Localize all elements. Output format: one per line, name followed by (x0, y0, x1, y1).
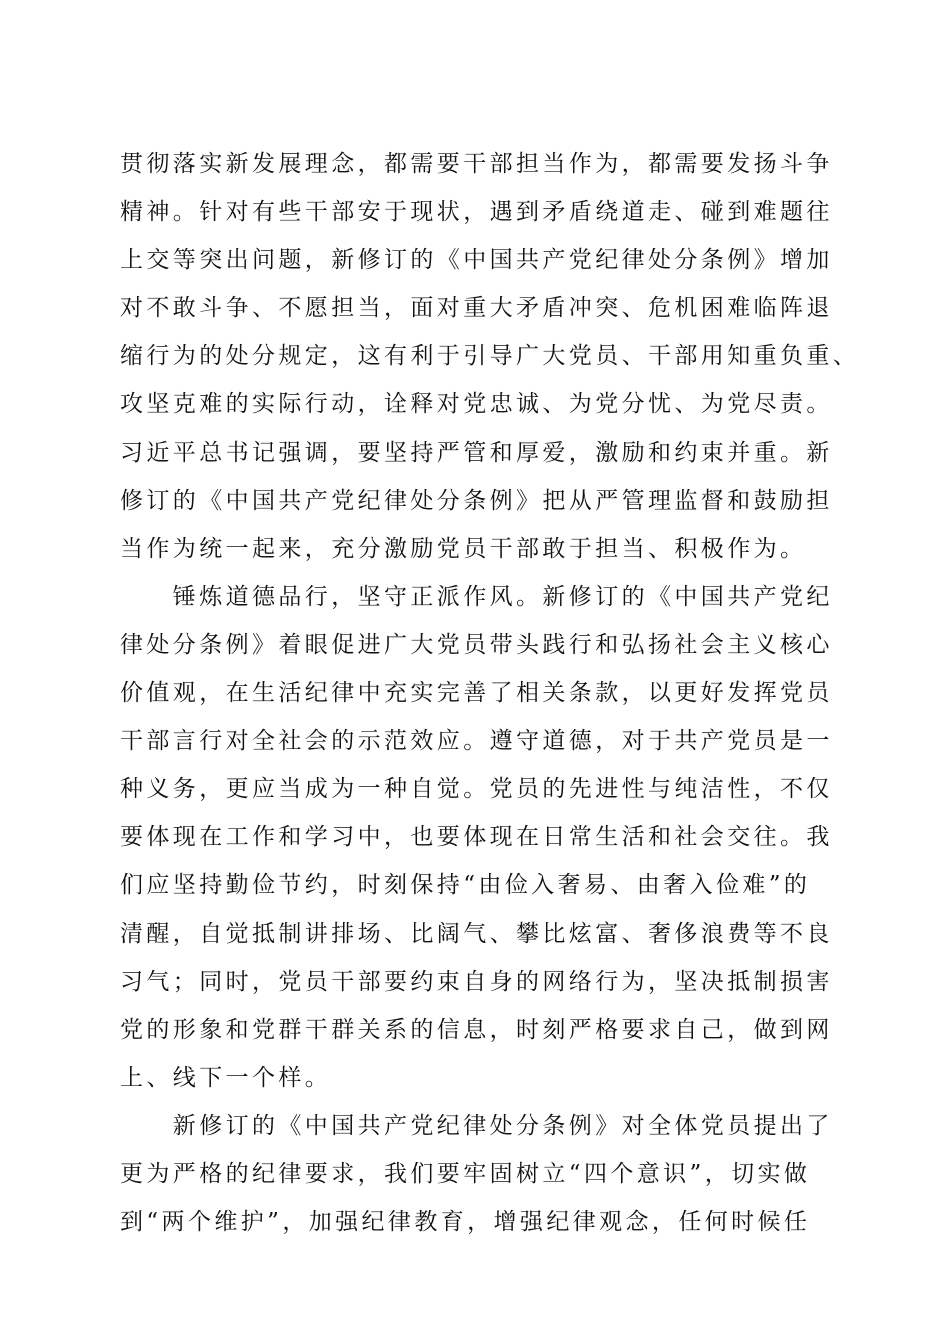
text-line: 种义务，更应当成为一种自觉。党员的先进性与纯洁性，不仅 (120, 776, 833, 803)
text-line: 干部言行对全社会的示范效应。遵守道德，对于共产党员是一 (120, 728, 833, 755)
text-line: 攻坚克难的实际行动，诠释对党忠诚、为党分忧、为党尽责。 (120, 391, 833, 418)
text-line: 习近平总书记强调，要坚持严管和厚爱，激励和约束并重。新 (120, 439, 833, 466)
text-line: 更为严格的纪律要求，我们要牢固树立“四个意识”，切实做 (120, 1160, 811, 1187)
text-line: 贯彻落实新发展理念，都需要干部担当作为，都需要发扬斗争 (120, 151, 833, 177)
text-line: 精神。针对有些干部安于现状，遇到矛盾绕道走、碰到难题往 (120, 199, 833, 226)
document-body (120, 140, 860, 1246)
text-line: 新修订的《中国共产党纪律处分条例》对全体党员提出了 (120, 1112, 833, 1139)
text-line: 到“两个维护”，加强纪律教育，增强纪律观念，任何时候任 (120, 1209, 811, 1236)
text-line: 上、线下一个样。 (120, 1064, 332, 1091)
text-line: 价值观，在生活纪律中充实完善了相关条款，以更好发挥党员 (120, 680, 833, 707)
text-line: 上交等突出问题，新修订的《中国共产党纪律处分条例》增加 (120, 247, 833, 274)
text-line: 锤炼道德品行，坚守正派作风。新修订的《中国共产党纪 (120, 583, 833, 610)
text-line: 缩行为的处分规定，这有利于引导广大党员、干部用知重负重、 (120, 343, 860, 370)
text-line: 要体现在工作和学习中，也要体现在日常生活和社会交往。我 (120, 824, 833, 851)
text-line: 当作为统一起来，充分激励党员干部敢于担当、积极作为。 (120, 535, 807, 562)
text-line: 律处分条例》着眼促进广大党员带头践行和弘扬社会主义核心 (120, 631, 833, 658)
text-line: 党的形象和党群干群关系的信息，时刻严格要求自己，做到网 (120, 1016, 833, 1043)
text-line: 对不敢斗争、不愿担当，面对重大矛盾冲突、危机困难临阵退 (120, 295, 833, 322)
text-line: 习气；同时，党员干部要约束自身的网络行为，坚决抵制损害 (120, 968, 833, 995)
text-line: 修订的《中国共产党纪律处分条例》把从严管理监督和鼓励担 (120, 487, 833, 514)
text-line: 清醒，自觉抵制讲排场、比阔气、攀比炫富、奢侈浪费等不良 (120, 920, 833, 947)
text-line: 们应坚持勤俭节约，时刻保持“由俭入奢易、由奢入俭难”的 (120, 872, 811, 899)
